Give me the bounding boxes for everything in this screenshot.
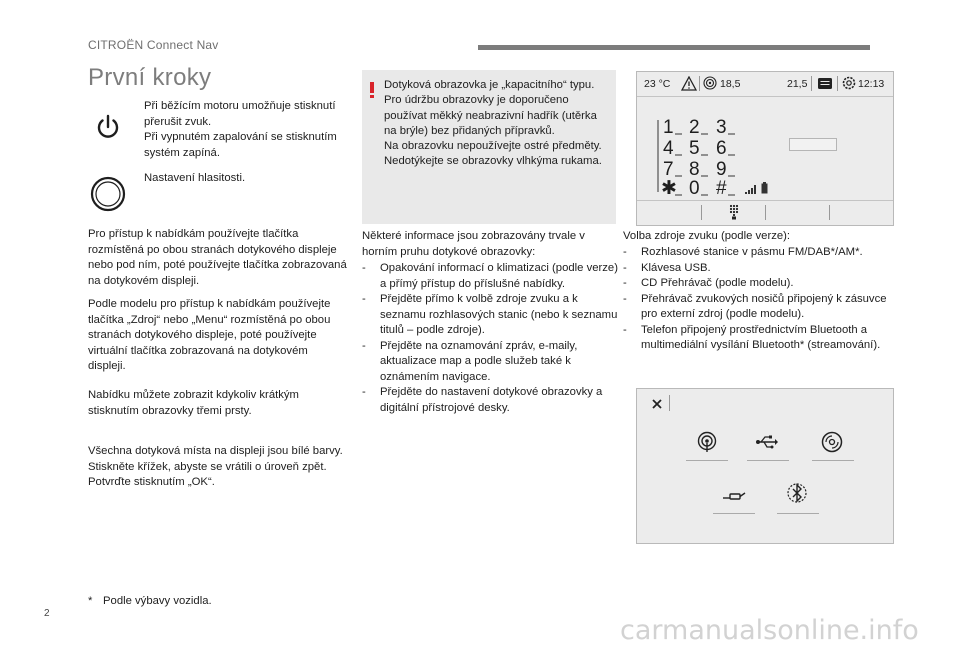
radio-source-icon[interactable]: [697, 431, 717, 459]
list-item: - Přejděte na oznamování zpráv, e-maily, aktualizace map a podle služeb také k oznámením navigace.: [362, 339, 618, 386]
keypad-key[interactable]: 5: [689, 138, 700, 159]
list-item: - Přehrávač zvukových nosičů připojený k zásuvce pro externí zdroj (podle modelu).: [623, 292, 895, 323]
close-divider: [669, 395, 670, 411]
clock-readout: 12:13: [858, 78, 885, 90]
keypad-key[interactable]: 9: [716, 159, 727, 180]
keypad-key[interactable]: 4: [663, 138, 674, 159]
watermark-text: carmanualsonline.info: [620, 615, 919, 646]
right-temperature-value: 21,5: [787, 78, 808, 90]
list-item: - Telefon připojený prostřednictvím Bluetooth a multimediální vysílání Bluetooth* (streamování).: [623, 323, 895, 354]
power-description: Při běžícím motoru umožňuje stisknutí přerušit zvuk. Při vypnutém zapalování se stisknutím systém zapíná.: [144, 100, 337, 159]
cd-player-icon[interactable]: [821, 431, 843, 459]
list-item: - Opakování informací o klimatizaci (podle verze) a přímý přístup do příslušné nabídky.: [362, 261, 618, 292]
manual-header-label: CITROËN Connect Nav: [88, 38, 219, 52]
source-underline: [812, 460, 854, 461]
warning-text: Dotyková obrazovka je „kapacitního“ typu. Pro údržbu obrazovky je doporučeno používat měkký neabrazivní hadřík (utěrka na brýle) bez přidaných přípravků. Na obrazovku nepoužívejte ostré předměty. Nedotýkejte se obrazovky vlhkýma rukama.: [384, 79, 602, 168]
usb-icon[interactable]: [755, 435, 779, 455]
info-intro: Některé informace jsou zobrazovány trvale v horním pruhu dotykové obrazovky:: [362, 230, 585, 258]
keypad-key[interactable]: 1: [663, 117, 674, 138]
list-item: - Rozhlasové stanice v pásmu FM/DAB*/AM*.: [623, 245, 895, 261]
page-title: První kroky: [88, 64, 212, 91]
paragraph-three-fingers: Nabídku můžete zobrazit kdykoliv krátkým stisknutím obrazovky třemi prsty.: [88, 389, 299, 417]
phone-battery-icon: [761, 182, 768, 200]
volume-knob-icon: [90, 176, 126, 212]
keypad-key[interactable]: 0: [689, 178, 700, 199]
source-selection-illustration: [636, 388, 894, 544]
sources-intro: Volba zdroje zvuku (podle verze):: [623, 230, 791, 242]
list-item: - Klávesa USB.: [623, 261, 895, 277]
sources-list: [623, 245, 895, 354]
info-list: [362, 261, 618, 416]
keypad-key[interactable]: 3: [716, 117, 727, 138]
temperature-readout[interactable]: 23 °C: [644, 78, 671, 90]
keypad-toggle-icon[interactable]: [729, 204, 739, 226]
source-underline: [747, 460, 789, 461]
footnote-mark: *: [88, 595, 93, 607]
warning-exclamation-icon: [368, 82, 376, 98]
paragraph-menus: Pro přístup k nabídkám používejte tlačítka rozmístěná po obou stranách dotykového displeje nebo pod ním, poté používejte tlačítka zobrazovaná na dotykovém displeji.: [88, 228, 347, 287]
footnote-text: Podle výbavy vozidla.: [103, 595, 212, 607]
bar-divider: [829, 205, 830, 220]
signal-strength-icon: [745, 184, 757, 200]
left-temperature-value: 18,5: [720, 78, 741, 90]
source-underline: [686, 460, 728, 461]
bar-divider: [701, 205, 702, 220]
keypad-key[interactable]: #: [716, 178, 727, 199]
header-bar: [478, 45, 870, 50]
bar-divider: [765, 205, 766, 220]
source-underline: [777, 513, 819, 514]
close-icon[interactable]: [651, 398, 663, 416]
list-item: - CD Přehrávač (podle modelu).: [623, 276, 895, 292]
keypad-key[interactable]: 7: [663, 159, 674, 180]
source-underline: [713, 513, 755, 514]
keypad-key[interactable]: 6: [716, 138, 727, 159]
list-item: - Přejděte přímo k volbě zdroje zvuku a k seznamu rozhlasových stanic (nebo k seznamu titulů – podle zdroje).: [362, 292, 618, 339]
screen-bottom-bar: [637, 200, 893, 226]
aux-jack-icon[interactable]: [722, 489, 746, 507]
list-item: - Přejděte do nastavení dotykové obrazovky a digitální přístrojové desky.: [362, 385, 618, 416]
keypad-key[interactable]: ✱: [661, 178, 677, 199]
volume-description: Nastavení hlasitosti.: [144, 172, 246, 184]
paragraph-touch-zones: Všechna dotyková místa na displeji jsou bílé barvy. Stiskněte křížek, abyste se vrátili o úroveň zpět. Potvrďte stisknutím „OK“.: [88, 445, 343, 488]
keypad-key[interactable]: 2: [689, 117, 700, 138]
bluetooth-icon[interactable]: [787, 481, 807, 511]
page-number: 2: [44, 608, 50, 619]
paragraph-source-menu: Podle modelu pro přístup k nabídkám používejte tlačítka „Zdroj“ nebo „Menu“ rozmístěná po obou stranách dotykového displeje, poté používejte virtuální tlačítka zobrazovaná na dotykovém displeji.: [88, 298, 331, 372]
power-button-icon: [92, 111, 124, 143]
number-display-field[interactable]: [789, 138, 837, 151]
keypad-key[interactable]: 8: [689, 159, 700, 180]
touchscreen-illustration: [636, 71, 894, 226]
